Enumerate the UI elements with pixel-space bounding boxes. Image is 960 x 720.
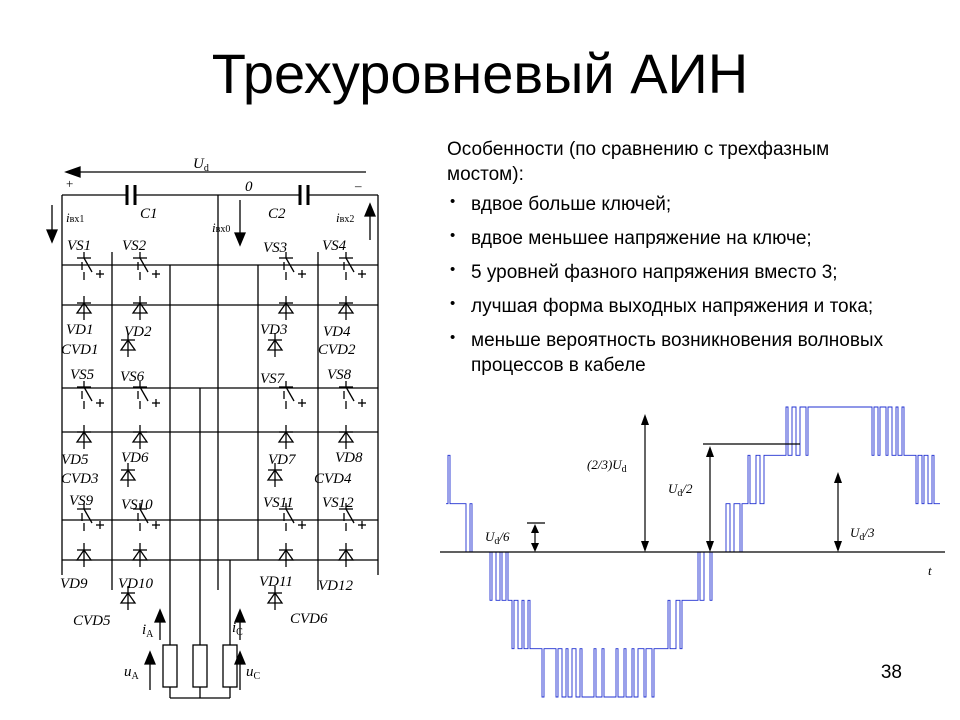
t-axis-label: t: [928, 563, 932, 578]
diode-symbol: [339, 543, 353, 567]
c1-label: C1: [140, 206, 158, 222]
i-in0-label: iвх0: [212, 220, 231, 235]
vs1-label: VS1: [67, 238, 92, 254]
diode-symbol: [133, 543, 147, 567]
vd4-label: VD4: [323, 324, 351, 340]
minus-sign: –: [355, 178, 362, 193]
vs8-label: VS8: [327, 367, 352, 383]
vd3-label: VD3: [260, 322, 288, 338]
plus-sign: +: [66, 176, 74, 191]
diode-symbol: [77, 425, 91, 449]
page-number: 38: [880, 662, 902, 683]
vs12-label: VS12: [322, 495, 354, 511]
diode-symbol: [133, 296, 147, 320]
level-third-label: $U_d/3$: [850, 525, 875, 543]
level-two-thirds-label: $(2/3)U_d$: [587, 457, 627, 475]
diode-symbol: [339, 296, 353, 320]
vs4-label: VS4: [322, 238, 347, 254]
diode-symbol: [279, 543, 293, 567]
vd5-label: VD5: [61, 452, 89, 468]
c2-label: C2: [268, 206, 286, 222]
igbt-symbol: [133, 381, 160, 409]
feature-item: • меньше вероятность возникновения волновых процессов в кабеле: [447, 328, 887, 378]
vs9-label: VS9: [69, 493, 94, 509]
igbt-symbol: [279, 252, 306, 280]
vs3-label: VS3: [263, 240, 288, 256]
igbt-symbol: [133, 252, 160, 280]
vs7-label: VS7: [260, 371, 285, 387]
feature-item: • вдвое больше ключей;: [447, 192, 887, 217]
ua-label: $u_A$: [124, 664, 139, 682]
vd2-label: VD2: [124, 324, 152, 340]
vs6-label: VS6: [120, 369, 145, 385]
uc-label: $u_C$: [246, 664, 261, 682]
feature-item: • вдвое меньшее напряжение на ключе;: [447, 226, 887, 251]
vd1-label: VD1: [66, 322, 94, 338]
igbt-symbol: [77, 381, 104, 409]
igbt-symbol: [339, 381, 366, 409]
feature-item: • 5 уровней фазного напряжения вместо 3;: [447, 260, 887, 285]
cvd6-label: CVD6: [290, 611, 328, 627]
level-sixth-label: $U_d/6$: [485, 529, 510, 547]
zero-label: 0: [245, 179, 253, 195]
cvd5-label: CVD5: [73, 613, 111, 629]
vs11-label: VS11: [263, 495, 294, 511]
diode-symbol: [133, 425, 147, 449]
vd12-label: VD12: [318, 578, 353, 594]
igbt-symbol: [77, 252, 104, 280]
vs5-label: VS5: [70, 367, 95, 383]
vd8-label: VD8: [335, 450, 363, 466]
level-half-label: $U_d/2$: [668, 481, 693, 499]
cvd1-label: CVD1: [61, 342, 99, 358]
vd9-label: VD9: [60, 576, 88, 592]
vd11-label: VD11: [259, 574, 293, 590]
diode-symbol: [77, 296, 91, 320]
slide-title: Трехуровневый АИН: [211, 42, 749, 105]
diode-symbol: [121, 463, 135, 487]
vd10-label: VD10: [118, 576, 153, 592]
vs10-label: VS10: [121, 497, 153, 513]
cvd4-label: CVD4: [314, 471, 352, 487]
cvd3-label: CVD3: [61, 471, 99, 487]
igbt-symbol: [339, 252, 366, 280]
feature-item: • лучшая форма выходных напряжения и тока;: [447, 294, 887, 319]
i-in2-label: iвх2: [336, 210, 355, 225]
diode-symbol: [279, 425, 293, 449]
ud-label: $U_d$: [193, 156, 209, 174]
vd7-label: VD7: [268, 452, 296, 468]
cvd2-label: CVD2: [318, 342, 356, 358]
diode-symbol: [77, 543, 91, 567]
features-intro: Особенности (по сравнению с трехфазным мостом):: [447, 139, 830, 185]
vd6-label: VD6: [121, 450, 149, 466]
vs2-label: VS2: [122, 238, 147, 254]
i-in1-label: iвх1: [66, 210, 85, 225]
ia-label: $i_A$: [142, 622, 154, 640]
ic-label: $i_C$: [232, 620, 243, 638]
diode-symbol: [279, 296, 293, 320]
diode-symbol: [339, 425, 353, 449]
